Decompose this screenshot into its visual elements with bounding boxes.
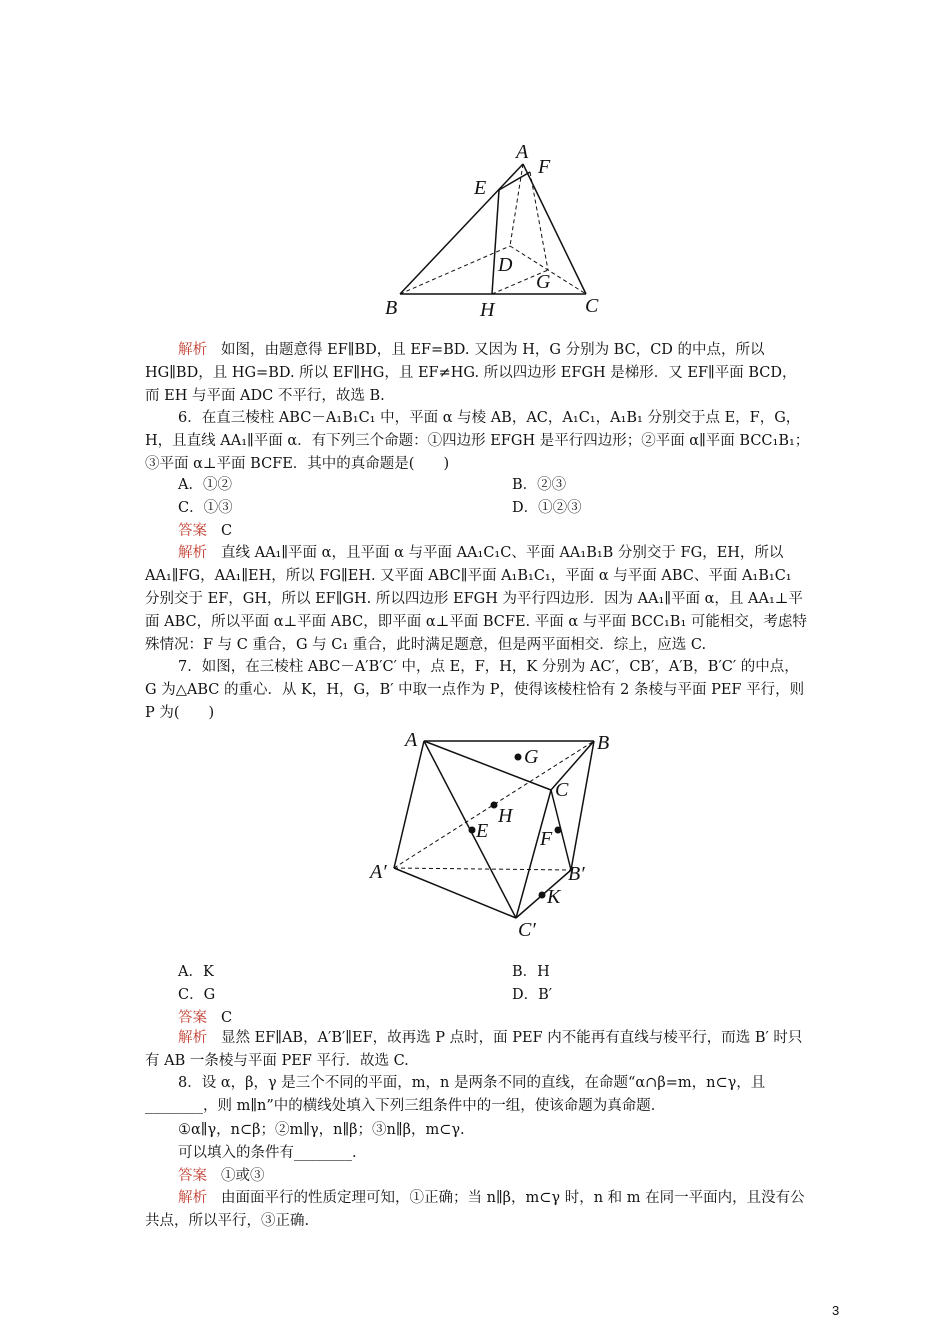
q5-jiexi-tag: 解析 xyxy=(178,342,207,358)
prism-label-K: K xyxy=(547,886,561,908)
label-G: G xyxy=(536,271,551,293)
q7-answer xyxy=(178,1006,232,1027)
label-F: F xyxy=(538,156,551,178)
q8-answer-tag: 答案 xyxy=(178,1168,207,1184)
q8-jiexi-tag: 解析 xyxy=(178,1190,207,1206)
q7-option-b: B．H xyxy=(512,964,550,980)
q7-answer-tag: 答案 xyxy=(178,1010,207,1026)
q7-answer-value: C xyxy=(221,1010,233,1026)
q7-stem: 7．如图，在三棱柱 ABC－A′B′C′ 中，点 E，F，H，K 分别为 AC′，CB′，A′B，B′C′ 的中点，G 为△ABC 的重心．从 K，H，G，B′ 中取一点作为 P，使得该棱柱恰有 2 条棱与平面 PEF 平行，则 P 为( ) xyxy=(145,659,805,721)
q8-explanation xyxy=(145,1187,810,1233)
prism-label-A-prime: A′ xyxy=(370,861,387,883)
q5-explanation xyxy=(145,339,810,408)
q8-stem: 8．设 α，β，γ 是三个不同的平面，m，n 是两条不同的直线，在命题“α∩β=m，n⊂γ，且________，则 m∥n”中的横线处填入下列三组条件中的一组，使该命题为真命题． xyxy=(145,1075,766,1114)
page-number: 3 xyxy=(832,1303,840,1318)
label-B: B xyxy=(385,297,398,319)
figure-tetrahedron xyxy=(368,128,616,328)
q7-explanation xyxy=(145,1027,810,1073)
prism-svg xyxy=(356,720,634,954)
q6-option-d: D．①②③ xyxy=(512,500,582,516)
q8-conditions: ①α∥γ，n⊂β；②m∥γ，n∥β；③n∥β，m⊂γ. xyxy=(178,1122,465,1138)
label-A: A xyxy=(516,141,529,163)
q7-option-c: C．G xyxy=(178,987,216,1003)
figure-prism xyxy=(356,720,634,954)
q6-explanation xyxy=(145,542,810,657)
q6-option-b: B．②③ xyxy=(512,477,567,493)
prism-label-F: F xyxy=(540,828,553,850)
tetrahedron-svg xyxy=(368,128,616,328)
q7-jiexi-text: 显然 EF∥AB，A′B′∥EF，故再选 P 点时，面 PEF 内不能再有直线与棱平行，而选 B′ 时只有 AB 一条棱与平面 PEF 平行．故选 C. xyxy=(145,1030,803,1069)
q6-stem: 6．在直三棱柱 ABC－A₁B₁C₁ 中，平面 α 与棱 AB，AC，A₁C₁，A₁B₁ 分别交于点 E，F，G，H，且直线 AA₁∥平面 α．有下列三个命题：①四边形 EFGH 是平行四边形；②平面 α∥平面 BCC₁B₁；③平面 α⊥平面 BCFE．其中的真命题是( ) xyxy=(145,410,810,472)
prism-label-B-prime: B′ xyxy=(568,863,585,885)
label-D: D xyxy=(498,254,513,276)
q8-fill: 可以填入的条件有________. xyxy=(178,1145,357,1161)
label-E: E xyxy=(474,177,487,199)
q7-jiexi-tag: 解析 xyxy=(178,1030,207,1046)
q6-answer-tag: 答案 xyxy=(178,523,207,539)
q8-jiexi-text: 由面面平行的性质定理可知，①正确；当 n∥β，m⊂γ 时，n 和 m 在同一平面内，且没有公共点，所以平行，③正确. xyxy=(145,1190,805,1229)
prism-label-B: B xyxy=(597,732,610,754)
q6-answer xyxy=(178,519,232,540)
q7-option-d: D．B′ xyxy=(512,987,553,1003)
label-C: C xyxy=(585,295,599,317)
q8-answer xyxy=(178,1164,265,1185)
prism-label-E: E xyxy=(476,820,489,842)
q6-jiexi-text: 直线 AA₁∥平面 α，且平面 α 与平面 AA₁C₁C、平面 AA₁B₁B 分别交于 FG，EH，所以 AA₁∥FG，AA₁∥EH，所以 FG∥EH. 又平面 ABC∥平面 A₁B₁C₁，平面 α 与平面 ABC、平面 A₁B₁C₁ 分别交于 EF，GH，所以 EF∥GH. 所以四边形 EFGH 为平行四边形．因为 AA₁∥平面 α，且 AA₁⊥平面 ABC，所以平面 α⊥平面 ABC，即平面 α⊥平面 BCFE. 平面 α 与平面 BCC₁B₁ 可能相交，考虑特殊情况：F 与 C 重合，G 与 C₁ 重合，此时满足题意，但是两平面相交．综上，应选 C. xyxy=(145,545,807,653)
q6-jiexi-tag: 解析 xyxy=(178,545,207,561)
q6-option-c: C．①③ xyxy=(178,500,233,516)
prism-label-C-prime: C′ xyxy=(518,919,536,941)
q6-option-a: A．①② xyxy=(178,477,232,493)
q6-answer-value: C xyxy=(221,523,233,539)
q8-answer-value: ①或③ xyxy=(221,1168,265,1184)
prism-label-A: A xyxy=(405,729,418,751)
prism-label-C: C xyxy=(555,779,569,801)
prism-label-G: G xyxy=(524,746,539,768)
prism-label-H: H xyxy=(498,805,513,827)
q7-option-a: A．K xyxy=(178,964,214,980)
q5-jiexi-text: 如图，由题意得 EF∥BD，且 EF=BD. 又因为 H，G 分别为 BC，CD 的中点，所以 HG∥BD，且 HG=BD. 所以 EF∥HG，且 EF≠HG. 所以四边形 EFGH 是梯形．又 EF∥平面 BCD，而 EH 与平面 ADC 不平行，故选 B. xyxy=(145,342,797,404)
label-H: H xyxy=(480,299,495,321)
